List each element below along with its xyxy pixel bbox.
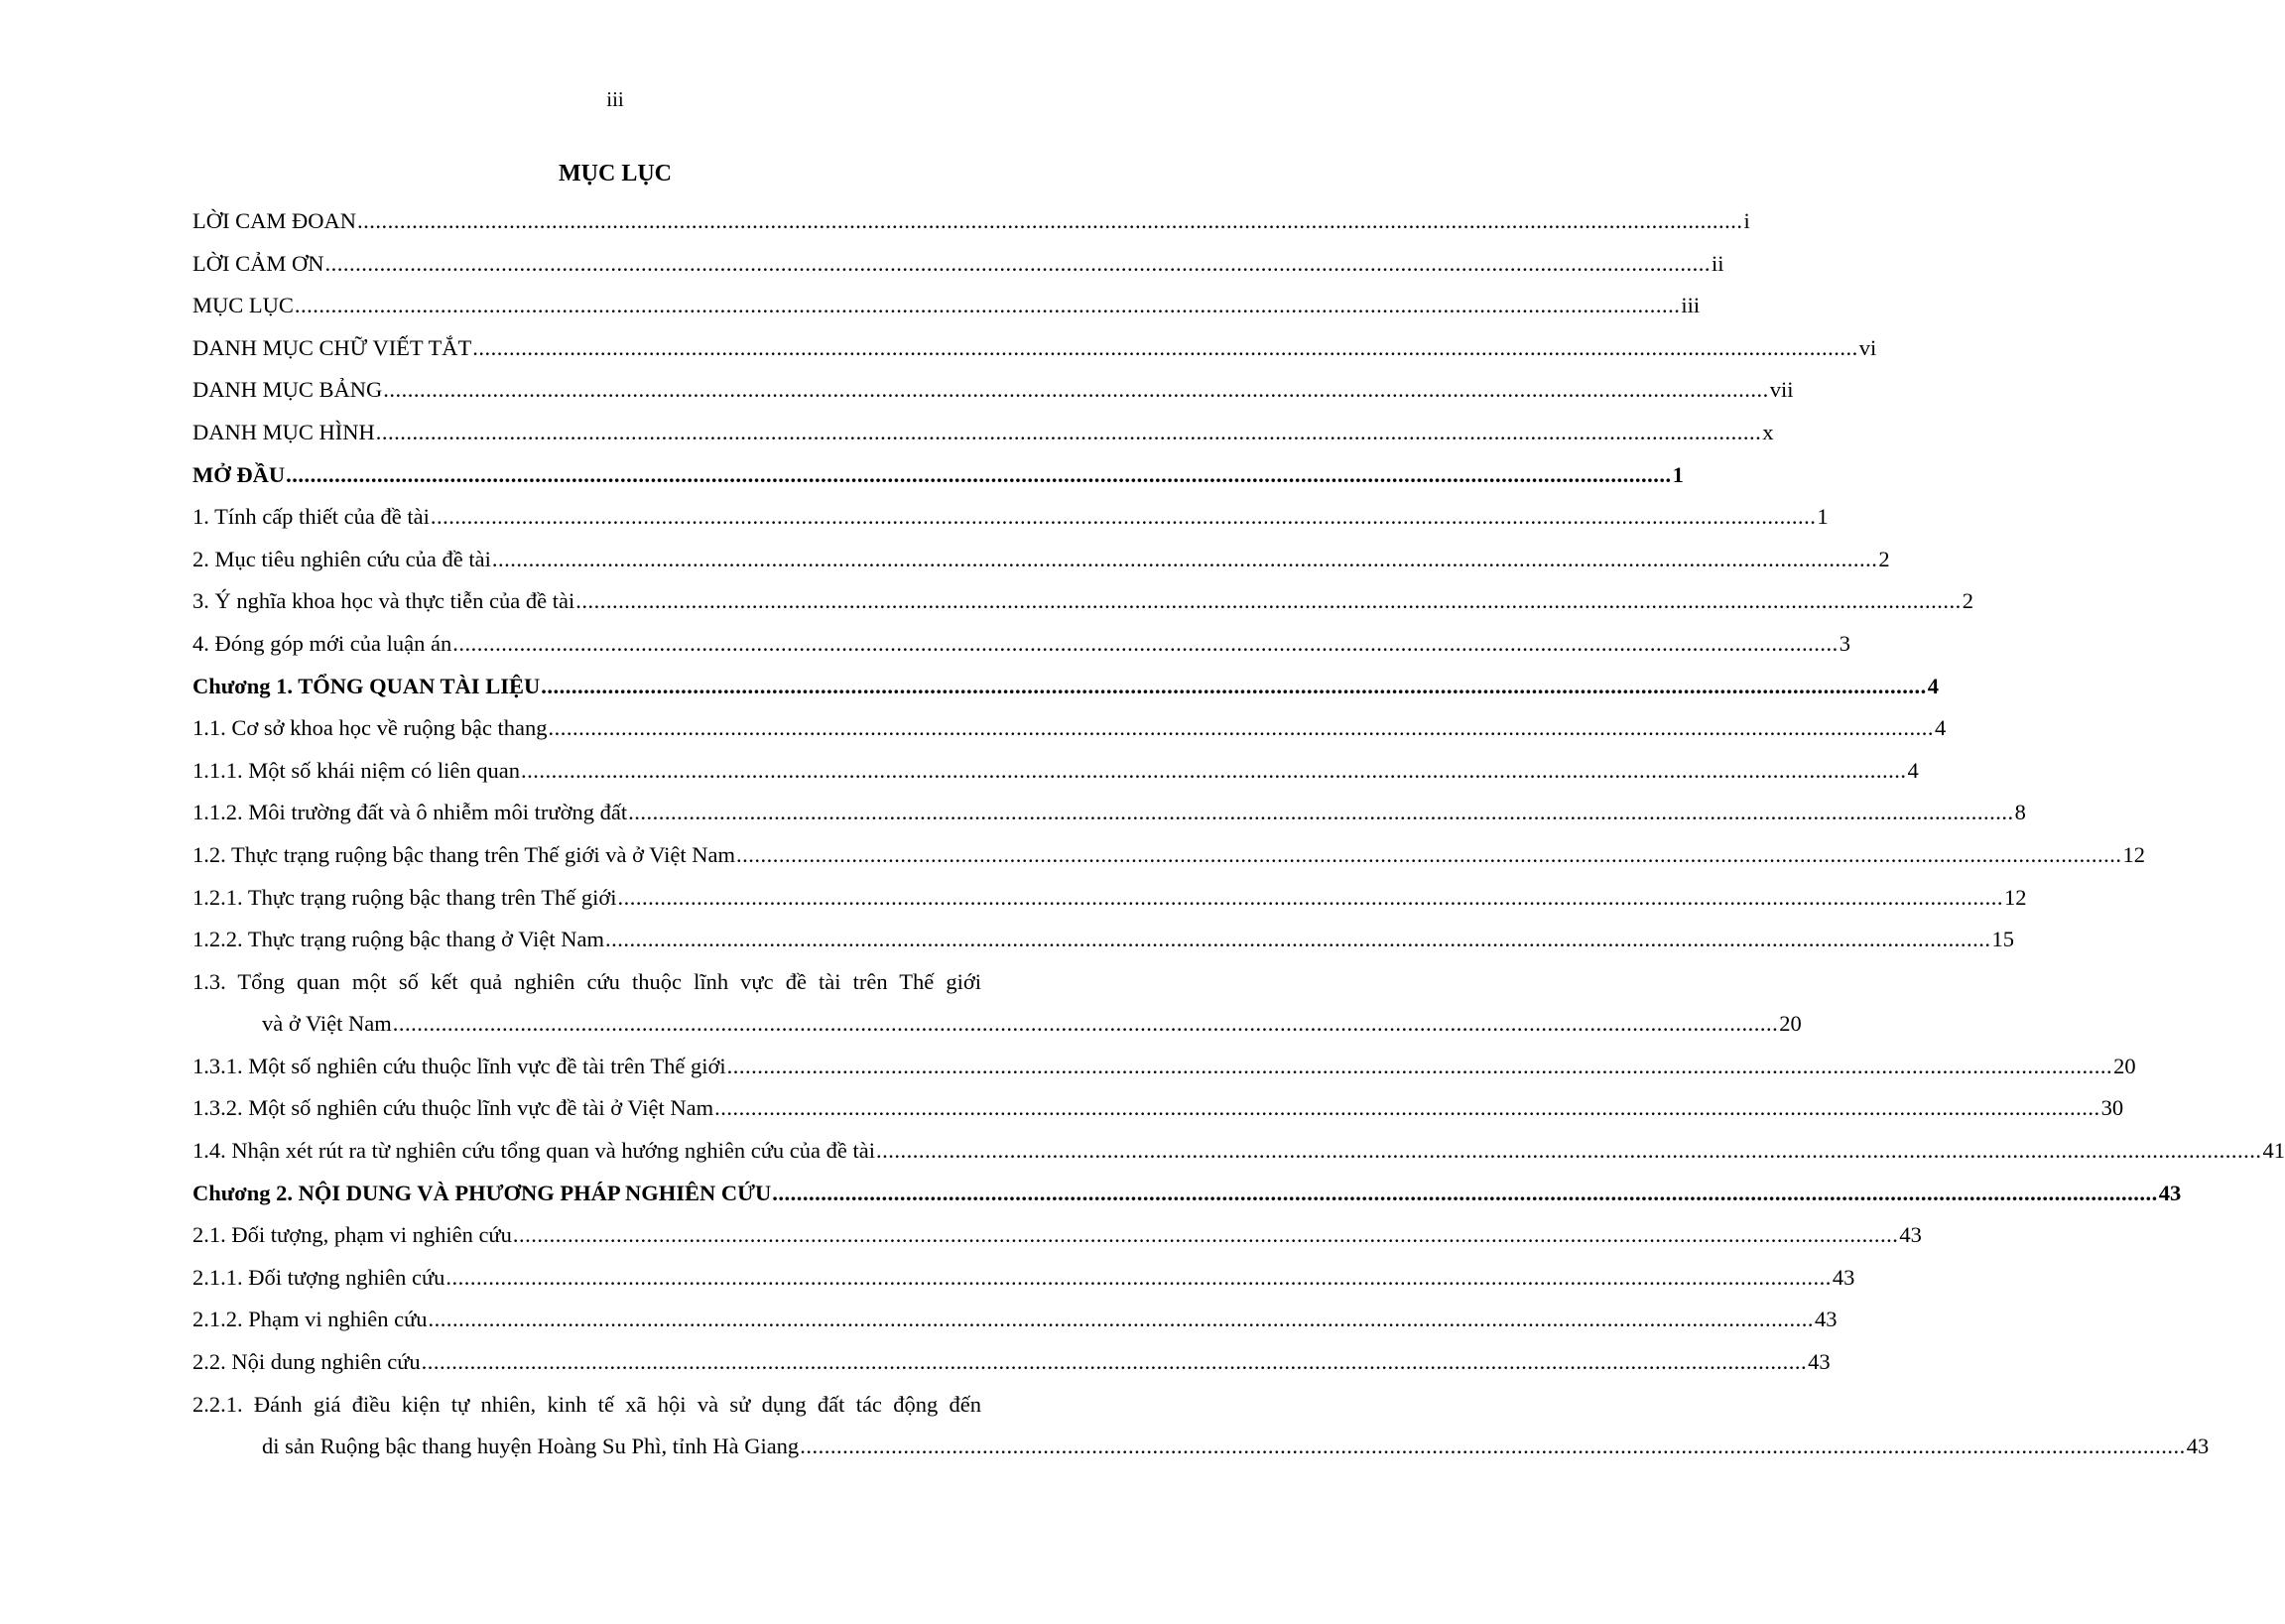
toc-entry-page: 20 — [1779, 1011, 1802, 1037]
toc-entry[interactable] — [192, 369, 1794, 412]
toc-dot-leader: .................................................................................................................................................................................................................................... — [520, 757, 1907, 783]
toc-entry-page: 30 — [2100, 1095, 2124, 1121]
toc-entry-page: 8 — [2014, 800, 2026, 825]
toc-entry-label: 1.2.2. Thực trạng ruộng bậc thang ở Việt Nam — [192, 927, 604, 952]
toc-entry-label: LỜI CAM ĐOAN — [192, 208, 356, 233]
toc-dot-leader: .................................................................................................................................................................................................................................... — [512, 1222, 1899, 1248]
toc-dot-leader: .................................................................................................................................................................................................................................... — [383, 377, 1769, 403]
toc-dot-leader: .................................................................................................................................................................................................................................... — [324, 250, 1711, 276]
toc-dot-leader: .................................................................................................................................................................................................................................... — [548, 715, 1934, 741]
toc-entry[interactable] — [192, 1384, 2210, 1468]
toc-entry-label: và ở Việt Nam — [262, 1011, 392, 1037]
toc-entry-row — [192, 1214, 1922, 1257]
toc-entry[interactable] — [192, 200, 1750, 243]
toc-entry[interactable] — [192, 877, 2027, 920]
toc-entry-page: ii — [1712, 250, 1724, 276]
toc-entry[interactable] — [192, 580, 1973, 623]
toc-entry-label: Chương 1. TỔNG QUAN TÀI LIỆU — [192, 673, 541, 698]
toc-entry-row — [192, 454, 1684, 497]
toc-entry-label: 2.1. Đối tượng, phạm vi nghiên cứu — [192, 1222, 512, 1248]
toc-entry-label: Chương 2. NỘI DUNG VÀ PHƯƠNG PHÁP NGHIÊN CỨU — [192, 1180, 772, 1205]
toc-entry[interactable] — [192, 454, 1684, 497]
toc-entry[interactable] — [192, 834, 2146, 877]
toc-dot-leader: .................................................................................................................................................................................................................................... — [714, 1095, 2100, 1121]
toc-entry[interactable] — [192, 1046, 2136, 1088]
toc-entry-label: DANH MỤC CHỮ VIẾT TẮT — [192, 334, 472, 360]
toc-entry-row — [192, 580, 1973, 623]
toc-entry-page: vii — [1769, 377, 1794, 403]
toc-dot-leader: .................................................................................................................................................................................................................................... — [472, 334, 1858, 360]
toc-entry-page: 1 — [1672, 461, 1684, 487]
toc-entry-page: 2 — [1878, 546, 1890, 571]
toc-entry-row — [192, 1341, 1831, 1384]
toc-entry-row — [192, 496, 1829, 539]
toc-entry-label: 1.2. Thực trạng ruộng bậc thang trên Thế giới và ở Việt Nam — [192, 841, 736, 867]
toc-entry-page: 3 — [1839, 630, 1850, 656]
toc-dot-leader: .................................................................................................................................................................................................................................... — [604, 927, 1991, 952]
toc-entry-row — [192, 539, 1890, 581]
toc-entry-row — [192, 1087, 2124, 1130]
toc-entry-page: 4 — [1927, 673, 1939, 698]
toc-entry-row — [192, 792, 2026, 834]
toc-entry-label: 2. Mục tiêu nghiên cứu của đề tài — [192, 546, 491, 571]
toc-entry-page: 4 — [1934, 715, 1947, 741]
toc-entry-label: 1.2.1. Thực trạng ruộng bậc thang trên Thế giới — [192, 884, 617, 910]
toc-dot-leader: .................................................................................................................................................................................................................................... — [286, 461, 1672, 487]
toc-entry-label: 4. Đóng góp mới của luận án — [192, 630, 452, 656]
toc-entry-label: 1.1.1. Một số khái niệm có liên quan — [192, 757, 520, 783]
toc-dot-leader: .................................................................................................................................................................................................................................... — [491, 546, 1878, 571]
toc-entry[interactable] — [192, 243, 1724, 286]
toc-entry-row — [192, 200, 1750, 243]
toc-entry-page: 43 — [2186, 1434, 2210, 1459]
toc-entry-row — [192, 1173, 2182, 1215]
toc-entry-row — [192, 1003, 1802, 1046]
toc-entry-label: 1.4. Nhận xét rút ra từ nghiên cứu tổng quan và hướng nghiên cứu của đề tài — [192, 1138, 875, 1164]
toc-entry-label: 2.2.1. Đánh giá điều kiện tự nhiên, kinh tế xã hội và sử dụng đất tác động đến — [192, 1391, 981, 1417]
toc-entry[interactable] — [192, 1214, 1922, 1257]
toc-entry-label: LỜI CẢM ƠN — [192, 250, 324, 276]
toc-dot-leader: .................................................................................................................................................................................................................................... — [428, 1307, 1815, 1332]
toc-entry-row — [192, 666, 1939, 708]
toc-entry-label: 1. Tính cấp thiết của đề tài — [192, 504, 430, 530]
toc-entry-label: 1.3.1. Một số nghiên cứu thuộc lĩnh vực đề tài trên Thế giới — [192, 1053, 726, 1078]
toc-entry-label: 1.3. Tổng quan một số kết quả nghiên cứu thuộc lĩnh vực đề tài trên Thế giới — [192, 968, 981, 994]
toc-entry-page: x — [1762, 419, 1774, 444]
toc-entry-page: 1 — [1817, 504, 1829, 530]
toc-entry-row — [192, 834, 2146, 877]
toc-dot-leader: .................................................................................................................................................................................................................................... — [392, 1011, 1779, 1037]
toc-entry-page: 15 — [1991, 927, 2014, 952]
toc-entry-page: 43 — [1815, 1307, 1838, 1332]
toc-entry[interactable] — [192, 1257, 1855, 1300]
toc-entry-row — [192, 1130, 2285, 1173]
toc-entry-page: 12 — [2122, 841, 2146, 867]
toc-dot-leader: .................................................................................................................................................................................................................................... — [357, 208, 1743, 233]
toc-dot-leader: .................................................................................................................................................................................................................................... — [430, 504, 1817, 530]
toc-dot-leader: .................................................................................................................................................................................................................................... — [736, 841, 2122, 867]
toc-entry-page: 41 — [2262, 1138, 2285, 1164]
toc-dot-leader: .................................................................................................................................................................................................................................... — [575, 588, 1962, 614]
toc-entry[interactable] — [192, 285, 1701, 327]
toc-entry-label: 2.2. Nội dung nghiên cứu — [192, 1349, 421, 1375]
toc-entry-label: DANH MỤC BẢNG — [192, 377, 383, 403]
toc-entry-label: 1.1. Cơ sở khoa học về ruộng bậc thang — [192, 715, 548, 741]
toc-entry-page: i — [1743, 208, 1750, 233]
toc-entry[interactable] — [192, 707, 1947, 750]
toc-entry-page: 20 — [2113, 1053, 2136, 1078]
toc-entry-row — [192, 243, 1724, 286]
toc-entry-label: MỞ ĐẦU — [192, 461, 286, 487]
toc-entry-row — [192, 877, 2027, 920]
toc-entry[interactable] — [192, 327, 1877, 370]
toc-dot-leader: .................................................................................................................................................................................................................................... — [876, 1138, 2262, 1164]
toc-dot-leader: .................................................................................................................................................................................................................................... — [541, 673, 1927, 698]
toc-entry[interactable] — [192, 961, 1802, 1046]
toc-entry-page: 4 — [1907, 757, 1919, 783]
toc-entry-page: 43 — [1808, 1349, 1831, 1375]
toc-entry-row — [192, 750, 1919, 793]
toc-entry[interactable] — [192, 919, 2014, 961]
toc-entry-row — [192, 412, 1774, 454]
toc-entry[interactable] — [192, 792, 2026, 834]
toc-entry-row — [192, 1257, 1855, 1300]
toc-entry-page: 43 — [1899, 1222, 1922, 1248]
toc-entry-page: 2 — [1962, 588, 1973, 614]
toc-entry[interactable] — [192, 1341, 1831, 1384]
toc-entry-row — [192, 1426, 2210, 1468]
toc-entry-label: di sản Ruộng bậc thang huyện Hoàng Su Phì, tỉnh Hà Giang — [262, 1434, 800, 1459]
toc-entry-label: 3. Ý nghĩa khoa học và thực tiễn của đề tài — [192, 588, 575, 614]
toc-entry-label: 2.1.2. Phạm vi nghiên cứu — [192, 1307, 428, 1332]
toc-entry-row — [192, 919, 2014, 961]
toc-entry-row — [192, 327, 1877, 370]
toc-entry[interactable] — [192, 750, 1919, 793]
toc-dot-leader: .................................................................................................................................................................................................................................... — [628, 800, 2014, 825]
page-number: iii — [606, 87, 624, 111]
toc-entry-label: DANH MỤC HÌNH — [192, 419, 375, 444]
toc-entry-row — [192, 623, 1850, 666]
toc-dot-leader: .................................................................................................................................................................................................................................... — [800, 1434, 2186, 1459]
page-title: MỤC LỤC — [559, 161, 672, 187]
toc-dot-leader: .................................................................................................................................................................................................................................... — [617, 884, 2004, 910]
toc-entry-row — [192, 285, 1701, 327]
toc-entry-row — [192, 369, 1794, 412]
toc-entry[interactable] — [192, 412, 1774, 454]
toc-entry[interactable] — [192, 623, 1850, 666]
toc-dot-leader: .................................................................................................................................................................................................................................... — [294, 293, 1681, 318]
toc-entry[interactable] — [192, 1173, 2182, 1215]
toc-entry[interactable] — [192, 1299, 1838, 1341]
toc-entry-page: vi — [1858, 334, 1877, 360]
toc-entry-label: 2.1.1. Đối tượng nghiên cứu — [192, 1264, 445, 1290]
toc-entry-row — [192, 1299, 1838, 1341]
toc-entry-label: 1.3.2. Một số nghiên cứu thuộc lĩnh vực đề tài ở Việt Nam — [192, 1095, 714, 1121]
toc-dot-leader: .................................................................................................................................................................................................................................... — [421, 1349, 1808, 1375]
toc-dot-leader: .................................................................................................................................................................................................................................... — [452, 630, 1839, 656]
toc-entry-row — [192, 1046, 2136, 1088]
toc-dot-leader: .................................................................................................................................................................................................................................... — [445, 1264, 1832, 1290]
toc-entry-row — [192, 707, 1947, 750]
table-of-contents — [192, 200, 2285, 1468]
toc-entry[interactable] — [192, 539, 1890, 581]
toc-entry[interactable] — [192, 1130, 2285, 1173]
toc-entry-label: MỤC LỤC — [192, 293, 294, 318]
toc-entry-page: 12 — [2004, 884, 2027, 910]
toc-dot-leader: .................................................................................................................................................................................................................................... — [726, 1053, 2113, 1078]
toc-entry-page: 43 — [2158, 1180, 2182, 1205]
toc-entry-label: 1.1.2. Môi trường đất và ô nhiễm môi trường đất — [192, 800, 628, 825]
toc-entry[interactable] — [192, 666, 1939, 708]
toc-dot-leader: .................................................................................................................................................................................................................................... — [375, 419, 1762, 444]
toc-entry[interactable] — [192, 1087, 2124, 1130]
toc-dot-leader: .................................................................................................................................................................................................................................... — [772, 1180, 2158, 1205]
toc-entry[interactable] — [192, 496, 1829, 539]
toc-entry-page: iii — [1681, 293, 1701, 318]
toc-entry-page: 43 — [1832, 1264, 1855, 1290]
